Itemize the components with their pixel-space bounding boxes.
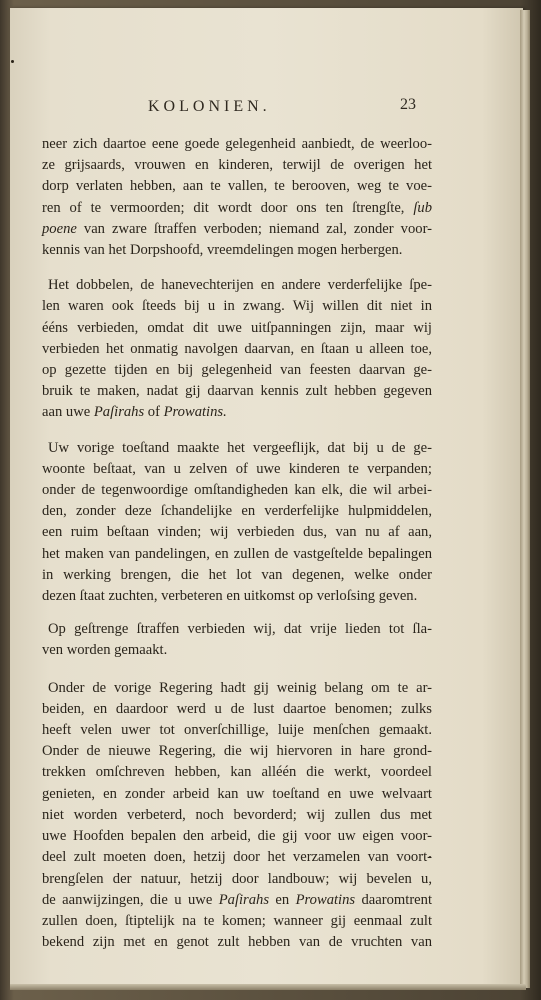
ink-speck — [11, 60, 14, 63]
text-line — [42, 402, 432, 423]
text-line: kennis van het Dorpshoofd, vreemdelingen mogen herbergen. — [42, 242, 403, 259]
text-line: brengſelen der natuur, hetzij door landbouw; wij bevelen u, — [42, 870, 432, 887]
paragraph-5 — [42, 678, 432, 954]
text-line: Op geſtrenge ſtraffen verbieden wij, dat vrije lieden tot ſla- — [48, 621, 432, 638]
text-segment: of — [144, 404, 164, 421]
text-line: een ruim beſtaan vinden; wij verbieden dus, van nu af aan, — [42, 524, 432, 541]
page-edge-right — [520, 10, 530, 988]
text-line: niet worden verbeterd, noch bevorderd; wij zullen dus met — [42, 806, 432, 823]
italic-term: poene — [42, 220, 77, 237]
body-text — [42, 134, 432, 953]
text-segment: ren of te vermoorden; dit wordt door ons ten ſtrengſte, — [42, 199, 405, 216]
text-segment: de aanwijzingen, die u uwe — [42, 891, 219, 908]
text-line: dorp verlaten hebben, aan te vallen, te berooven, weg te voe- — [42, 178, 432, 195]
text-line: het maken van pandelingen, en zullen de vastgeſtelde bepalingen — [42, 545, 432, 562]
italic-term: ſub — [413, 199, 432, 216]
paragraph-3 — [42, 438, 432, 608]
text-line: heeft velen uwer tot onverſchillige, luije menſchen gemaakt. — [42, 722, 432, 739]
italic-term: Prowatins — [295, 891, 356, 908]
text-line: deel zult moeten doen, hetzij door het verzamelen van voort- — [42, 849, 432, 866]
text-segment: aan uwe — [42, 404, 94, 421]
text-line: genieten, en zonder arbeid kan uw toeſtand en uwe welvaart — [42, 785, 432, 802]
text-segment: en — [269, 891, 296, 908]
text-line: Onder de vorige Regering hadt gij weinig belang om te ar- — [48, 679, 432, 696]
text-segment: van zware ſtraffen verboden; niemand zal, zonder voor- — [76, 220, 432, 237]
text-line: Uw vorige toeſtand maakte het vergeeflijk, dat bij u de ge- — [48, 439, 432, 456]
text-line: verbieden het onmatig navolgen daarvan, en ſtaan u alleen toe, — [42, 340, 432, 357]
text-line: onder de tegenwoordige omſtandigheden kan elk, die wil arbei- — [42, 482, 432, 499]
text-line: Het dobbelen, de hanevechterijen en andere verderfelijke ſpe- — [48, 277, 432, 294]
text-line: neer zich daartoe eene goede gelegenheid aanbiedt, de weerloo- — [42, 136, 432, 152]
italic-term: Paſirahs — [218, 891, 270, 908]
text-line — [42, 890, 432, 911]
text-line: beiden, en daardoor werd u de lust daartoe benomen; zulks — [42, 700, 432, 717]
text-line: den, zonder deze ſchandelijke en verderfelijke hulpmiddelen, — [42, 503, 432, 520]
paragraph-1 — [42, 134, 432, 261]
paragraph-2 — [42, 275, 432, 423]
running-head: KOLONIEN. — [148, 98, 271, 115]
text-line: bruik te maken, nadat gij daarvan kennis zult hebben gegeven — [42, 383, 432, 400]
text-line: Onder de nieuwe Regering, die wij hiervoren in hare grond- — [42, 743, 432, 760]
text-line: dezen ſtaat zuchten, verbeteren en uitkomst op verloſsing geven. — [42, 588, 418, 605]
text-line: woonte beſtaat, van u zelven of uwe kinderen te verpanden; — [42, 460, 432, 477]
text-line: ééns verbieden, omdat dit uwe uitſpanningen zijn, maar wij — [42, 319, 432, 336]
italic-term: Prowatins. — [163, 404, 227, 421]
page-number: 23 — [400, 96, 416, 113]
text-line: op gezette tijden en bij gelegenheid van feesten daarvan ge- — [42, 362, 432, 379]
text-line — [42, 219, 432, 240]
text-line: len waren ook ſteeds bij u in zwang. Wij willen dit niet in — [42, 298, 432, 315]
text-line: bekend zijn met en genot zult hebben van de vruchten van — [42, 934, 432, 951]
text-line: zullen doen, ſtiptelijk na te komen; wanneer gij eenmaal zult — [42, 912, 432, 929]
text-line — [42, 198, 432, 219]
text-line: ven worden gemaakt. — [42, 642, 168, 659]
text-line: uwe Hoofden bepalen den arbeid, die gij voor uw eigen voor- — [42, 828, 432, 845]
text-line: trekken omſchreven hebben, kan alléén die werkt, voordeel — [42, 764, 432, 781]
text-line: ze grijsaards, vrouwen en kinderen, terwijl de overigen het — [42, 157, 432, 174]
text-segment: daaromtrent — [355, 891, 433, 908]
paragraph-4 — [42, 619, 432, 661]
text-line: in werking brengen, die het lot van degenen, welke onder — [42, 566, 432, 583]
italic-term: Paſirahs — [93, 404, 145, 421]
paper-page — [10, 8, 523, 986]
page-edge-bottom — [10, 984, 526, 990]
